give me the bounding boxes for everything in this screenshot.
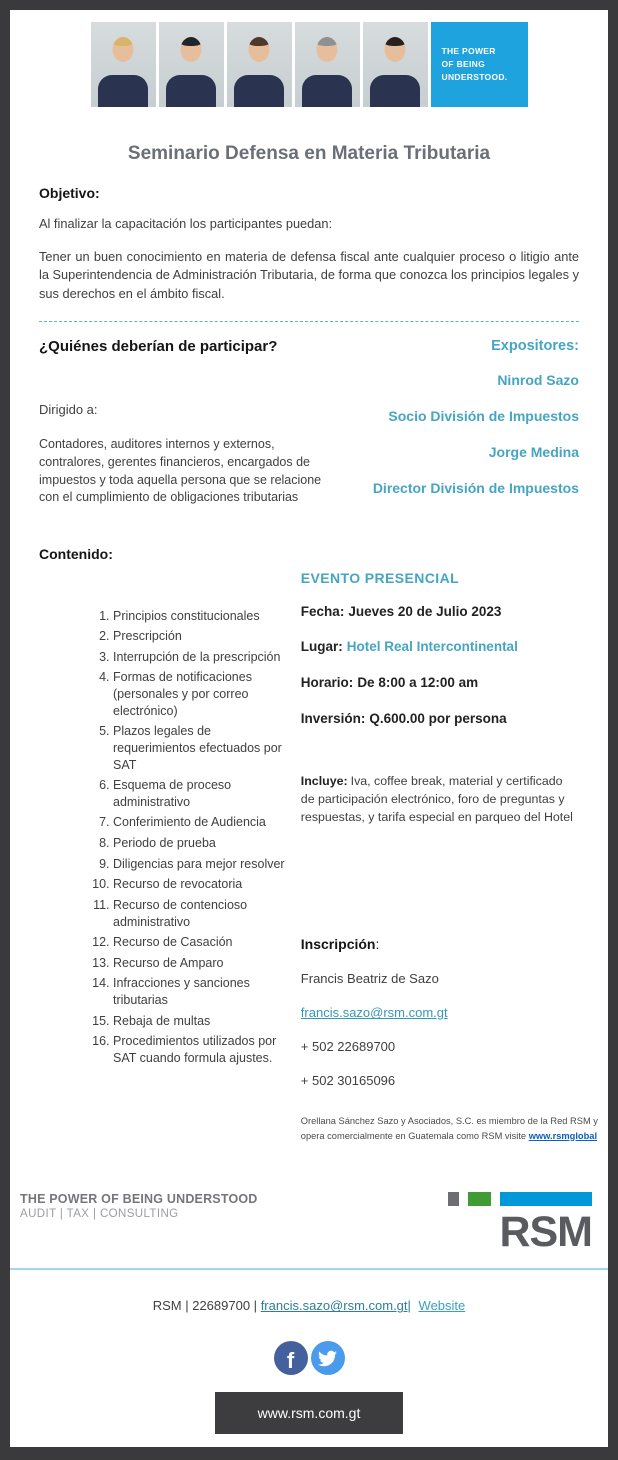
inscription-email-link[interactable]: francis.sazo@rsm.com.gt bbox=[300, 1005, 448, 1021]
inscription-phone-1: + 502 22689700 bbox=[300, 1039, 396, 1055]
page-title: Seminario Defensa en Materia Tributaria bbox=[127, 143, 491, 164]
contact-prefix: RSM | 22689700 | bbox=[152, 1298, 258, 1314]
person-head bbox=[181, 37, 202, 62]
participants-column bbox=[39, 338, 325, 519]
list-item: 3. Interrupción de la prescripción bbox=[113, 649, 293, 666]
list-item: 10. Recurso de revocatoria bbox=[113, 876, 293, 893]
footer-website-link[interactable]: Website bbox=[418, 1298, 466, 1314]
event-location-label: Lugar: bbox=[300, 639, 343, 655]
person-photo bbox=[159, 22, 224, 107]
event-date-value: Jueves 20 de Julio 2023 bbox=[348, 603, 502, 619]
banner-tagline: THE POWER OF BEING UNDERSTOOD. bbox=[441, 45, 508, 83]
event-date bbox=[301, 603, 579, 622]
event-price bbox=[301, 710, 579, 729]
header-banner-image bbox=[91, 22, 528, 107]
list-item: 14. Infracciones y sanciones tributarias bbox=[113, 975, 293, 1008]
objective-body: Tener un buen conocimiento en materia de defensa fiscal ante cualquier proceso o litigio ante la Superintendencia de Administración Tributaria, de forma que conozca los principios legales y sus derechos en el ámbito fiscal. bbox=[39, 248, 579, 301]
person-head bbox=[317, 37, 338, 62]
list-item: 15. Rebaja de multas bbox=[113, 1013, 293, 1030]
list-item: 16. Procedimientos utilizados por SAT cuando formula ajustes. bbox=[113, 1033, 293, 1066]
person-head bbox=[385, 37, 406, 62]
content-list-column bbox=[39, 562, 293, 1153]
twitter-icon[interactable] bbox=[311, 1341, 345, 1375]
footer-divider bbox=[10, 1268, 608, 1270]
objective-intro: Al finalizar la capacitación los participantes puedan: bbox=[39, 216, 333, 231]
event-schedule bbox=[301, 674, 579, 693]
speakers-heading: Expositores: bbox=[491, 338, 579, 355]
list-item: 13. Recurso de Amparo bbox=[113, 955, 293, 972]
person-torso bbox=[302, 75, 352, 107]
list-item: 6. Esquema de proceso administrativo bbox=[113, 777, 293, 810]
event-column bbox=[293, 562, 598, 1153]
event-location-link[interactable]: Hotel Real Intercontinental bbox=[346, 639, 518, 655]
speaker-role: Socio División de Impuestos bbox=[388, 408, 579, 425]
facebook-icon[interactable]: f bbox=[274, 1341, 308, 1375]
event-includes-text: Iva, coffee break, material y certificado de participación electrónico, foro de preguntas y respuestas, y tarifa especial en parqueo del Hotel bbox=[300, 774, 573, 824]
footer-tagline-block bbox=[20, 1192, 258, 1220]
rsm-logo-squares bbox=[448, 1192, 592, 1206]
footer-email-link[interactable]: francis.sazo@rsm.com.gt| bbox=[260, 1298, 411, 1314]
event-includes bbox=[301, 773, 579, 826]
dirigido-label: Dirigido a: bbox=[39, 402, 98, 418]
section-divider bbox=[39, 321, 579, 322]
content-heading: Contenido: bbox=[39, 545, 113, 562]
twitter-bird-glyph bbox=[318, 1349, 337, 1368]
speakers-column bbox=[325, 338, 579, 519]
footer-tagline: THE POWER OF BEING UNDERSTOOD bbox=[20, 1192, 258, 1207]
person-torso bbox=[166, 75, 216, 107]
list-item: 5. Plazos legales de requerimientos efectuados por SAT bbox=[113, 723, 293, 773]
participants-speakers-row bbox=[39, 338, 579, 519]
objective-heading: Objetivo: bbox=[39, 185, 100, 201]
list-item: 9. Diligencias para mejor resolver bbox=[113, 856, 293, 873]
banner-tagline-box bbox=[431, 22, 528, 107]
rsm-blue-square bbox=[500, 1192, 592, 1206]
person-torso bbox=[370, 75, 420, 107]
event-heading: EVENTO PRESENCIAL bbox=[300, 569, 460, 586]
speaker-role: Director División de Impuestos bbox=[372, 479, 579, 496]
person-torso bbox=[234, 75, 284, 107]
speaker-name: Ninrod Sazo bbox=[497, 372, 579, 389]
footer-contact-line bbox=[10, 1298, 608, 1313]
website-button[interactable]: www.rsm.com.gt bbox=[215, 1392, 403, 1434]
main-content bbox=[10, 185, 608, 1152]
event-includes-label: Incluye: bbox=[300, 774, 348, 789]
brand-footer bbox=[10, 1192, 608, 1257]
inscription-contact-name: Francis Beatriz de Sazo bbox=[300, 971, 439, 987]
event-price-value: Q.600.00 por persona bbox=[369, 711, 507, 727]
rsm-gray-square bbox=[448, 1192, 459, 1206]
inscription-heading: Inscripción: bbox=[300, 936, 380, 953]
footer-services: AUDIT | TAX | CONSULTING bbox=[20, 1208, 179, 1221]
list-item: 11. Recurso de contencioso administrativo bbox=[113, 897, 293, 930]
event-location bbox=[301, 638, 579, 657]
person-photo bbox=[227, 22, 292, 107]
list-item: 7. Conferimiento de Audiencia bbox=[113, 814, 293, 831]
list-item: 1. Principios constitucionales bbox=[113, 608, 293, 625]
social-icons-row bbox=[10, 1341, 608, 1375]
event-schedule-label: Horario: bbox=[300, 675, 354, 691]
event-date-label: Fecha: bbox=[300, 603, 345, 619]
legal-text: Orellana Sánchez Sazo y Asociados, S.C. es miembro de la Red RSM y opera comercialmente en Guatemala como RSM visite www.rsmglobal bbox=[300, 1116, 598, 1141]
list-item: 2. Prescripción bbox=[113, 628, 293, 645]
inscription-block bbox=[300, 936, 598, 1143]
event-schedule-value: De 8:00 a 12:00 am bbox=[357, 675, 479, 691]
person-head bbox=[113, 37, 134, 62]
rsm-green-square bbox=[468, 1192, 491, 1206]
content-event-row bbox=[39, 562, 598, 1153]
dirigido-text: Contadores, auditores internos y externos, contralores, gerentes financieros, encargados de impuestos y toda aquella persona que se relacione con el cumplimiento de obligaciones tributarias bbox=[39, 437, 322, 505]
inscription-phone-2: + 502 30165096 bbox=[300, 1073, 396, 1089]
person-photo bbox=[295, 22, 360, 107]
content-list bbox=[39, 608, 293, 1067]
speaker-name: Jorge Medina bbox=[488, 443, 579, 460]
list-item: 8. Periodo de prueba bbox=[113, 835, 293, 852]
person-photo bbox=[363, 22, 428, 107]
rsmglobal-link[interactable]: www.rsmglobal bbox=[528, 1130, 598, 1141]
rsm-wordmark: RSM bbox=[499, 1208, 592, 1257]
event-price-label: Inversión: bbox=[300, 711, 366, 727]
participants-heading: ¿Quiénes deberían de participar? bbox=[39, 338, 278, 356]
list-item: 12. Recurso de Casación bbox=[113, 934, 293, 951]
person-head bbox=[249, 37, 270, 62]
person-photo bbox=[91, 22, 156, 107]
list-item: 4. Formas de notificaciones (personales y por correo electrónico) bbox=[113, 669, 293, 719]
person-torso bbox=[98, 75, 148, 107]
rsm-logo bbox=[448, 1192, 592, 1257]
